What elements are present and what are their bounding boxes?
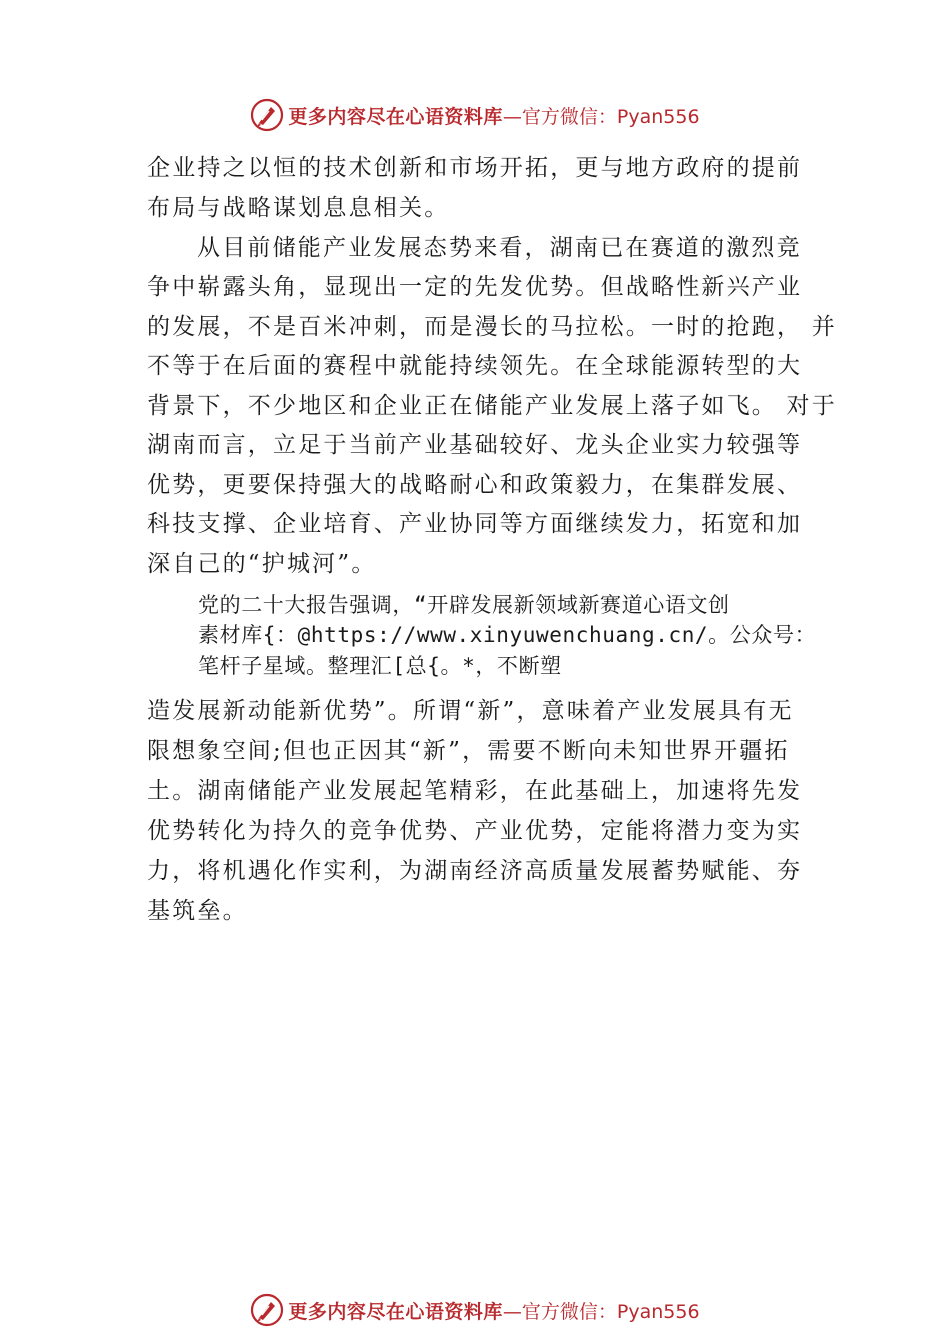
paragraph-line: 深自己的“护城河”。: [147, 551, 377, 577]
paragraph-line: 科技支撑、企业培育、产业协同等方面继续发力，拓宽和加: [147, 511, 803, 537]
paragraph-line: 从目前储能产业发展态势来看，湖南已在赛道的激烈竞: [197, 235, 802, 261]
paragraph-line: 力，将机遇化作实利，为湖南经济高质量发展蓄势赋能、夯: [147, 858, 803, 884]
paragraph-line: 土。湖南储能产业发展起笔精彩，在此基础上，加速将先发: [147, 778, 803, 804]
footer-banner-text: 更多内容尽在心语资料库: [288, 1300, 503, 1323]
paragraph-line: 优势，更要保持强大的战略耐心和政策毅力，在集群发展、: [147, 472, 803, 498]
paragraph-line: 限想象空间;但也正因其“新”，需要不断向未知世界开疆拓: [147, 738, 790, 764]
footer-banner-contact: —官方微信：Pyan556: [502, 1300, 700, 1323]
pen-nib-logo-icon: [250, 1293, 284, 1327]
paragraph-line: 不等于在后面的赛程中就能持续领先。在全球能源转型的大: [147, 353, 803, 379]
paragraph-line: 背景下，不少地区和企业正在储能产业发展上落子如飞。 对于: [147, 393, 837, 419]
footer-banner: [0, 1290, 950, 1330]
quote-line: 党的二十大报告强调，“开辟发展新领域新赛道心语文创: [198, 593, 730, 617]
header-banner: [0, 95, 950, 135]
pen-nib-logo-icon: [250, 98, 284, 132]
paragraph-line: 优势转化为持久的竞争优势、产业优势，定能将潜力变为实: [147, 818, 803, 844]
paragraph-line: 争中崭露头角，显现出一定的先发优势。但战略性新兴产业: [147, 274, 803, 300]
paragraph-line: 湖南而言，立足于当前产业基础较好、龙头企业实力较强等: [147, 432, 803, 458]
quote-line: 笔杆子星域。整理汇[总{。*，不断塑: [198, 654, 562, 678]
quote-line: 素材库{：@https://www.xinyuwenchuang.cn/。公众号：: [198, 623, 817, 647]
header-banner-text: 更多内容尽在心语资料库: [288, 105, 503, 128]
paragraph-line: 的发展，不是百米冲刺，而是漫长的马拉松。一时的抢跑， 并: [147, 314, 837, 340]
paragraph-line: 造发展新动能新优势”。所谓“新”，意味着产业发展具有无: [147, 698, 794, 724]
header-banner-contact: —官方微信：Pyan556: [502, 105, 700, 128]
paragraph-line: 基筑垒。: [147, 898, 248, 924]
paragraph-line: 企业持之以恒的技术创新和市场开拓，更与地方政府的提前: [147, 155, 803, 181]
paragraph-line: 布局与战略谋划息息相关。: [147, 195, 450, 221]
